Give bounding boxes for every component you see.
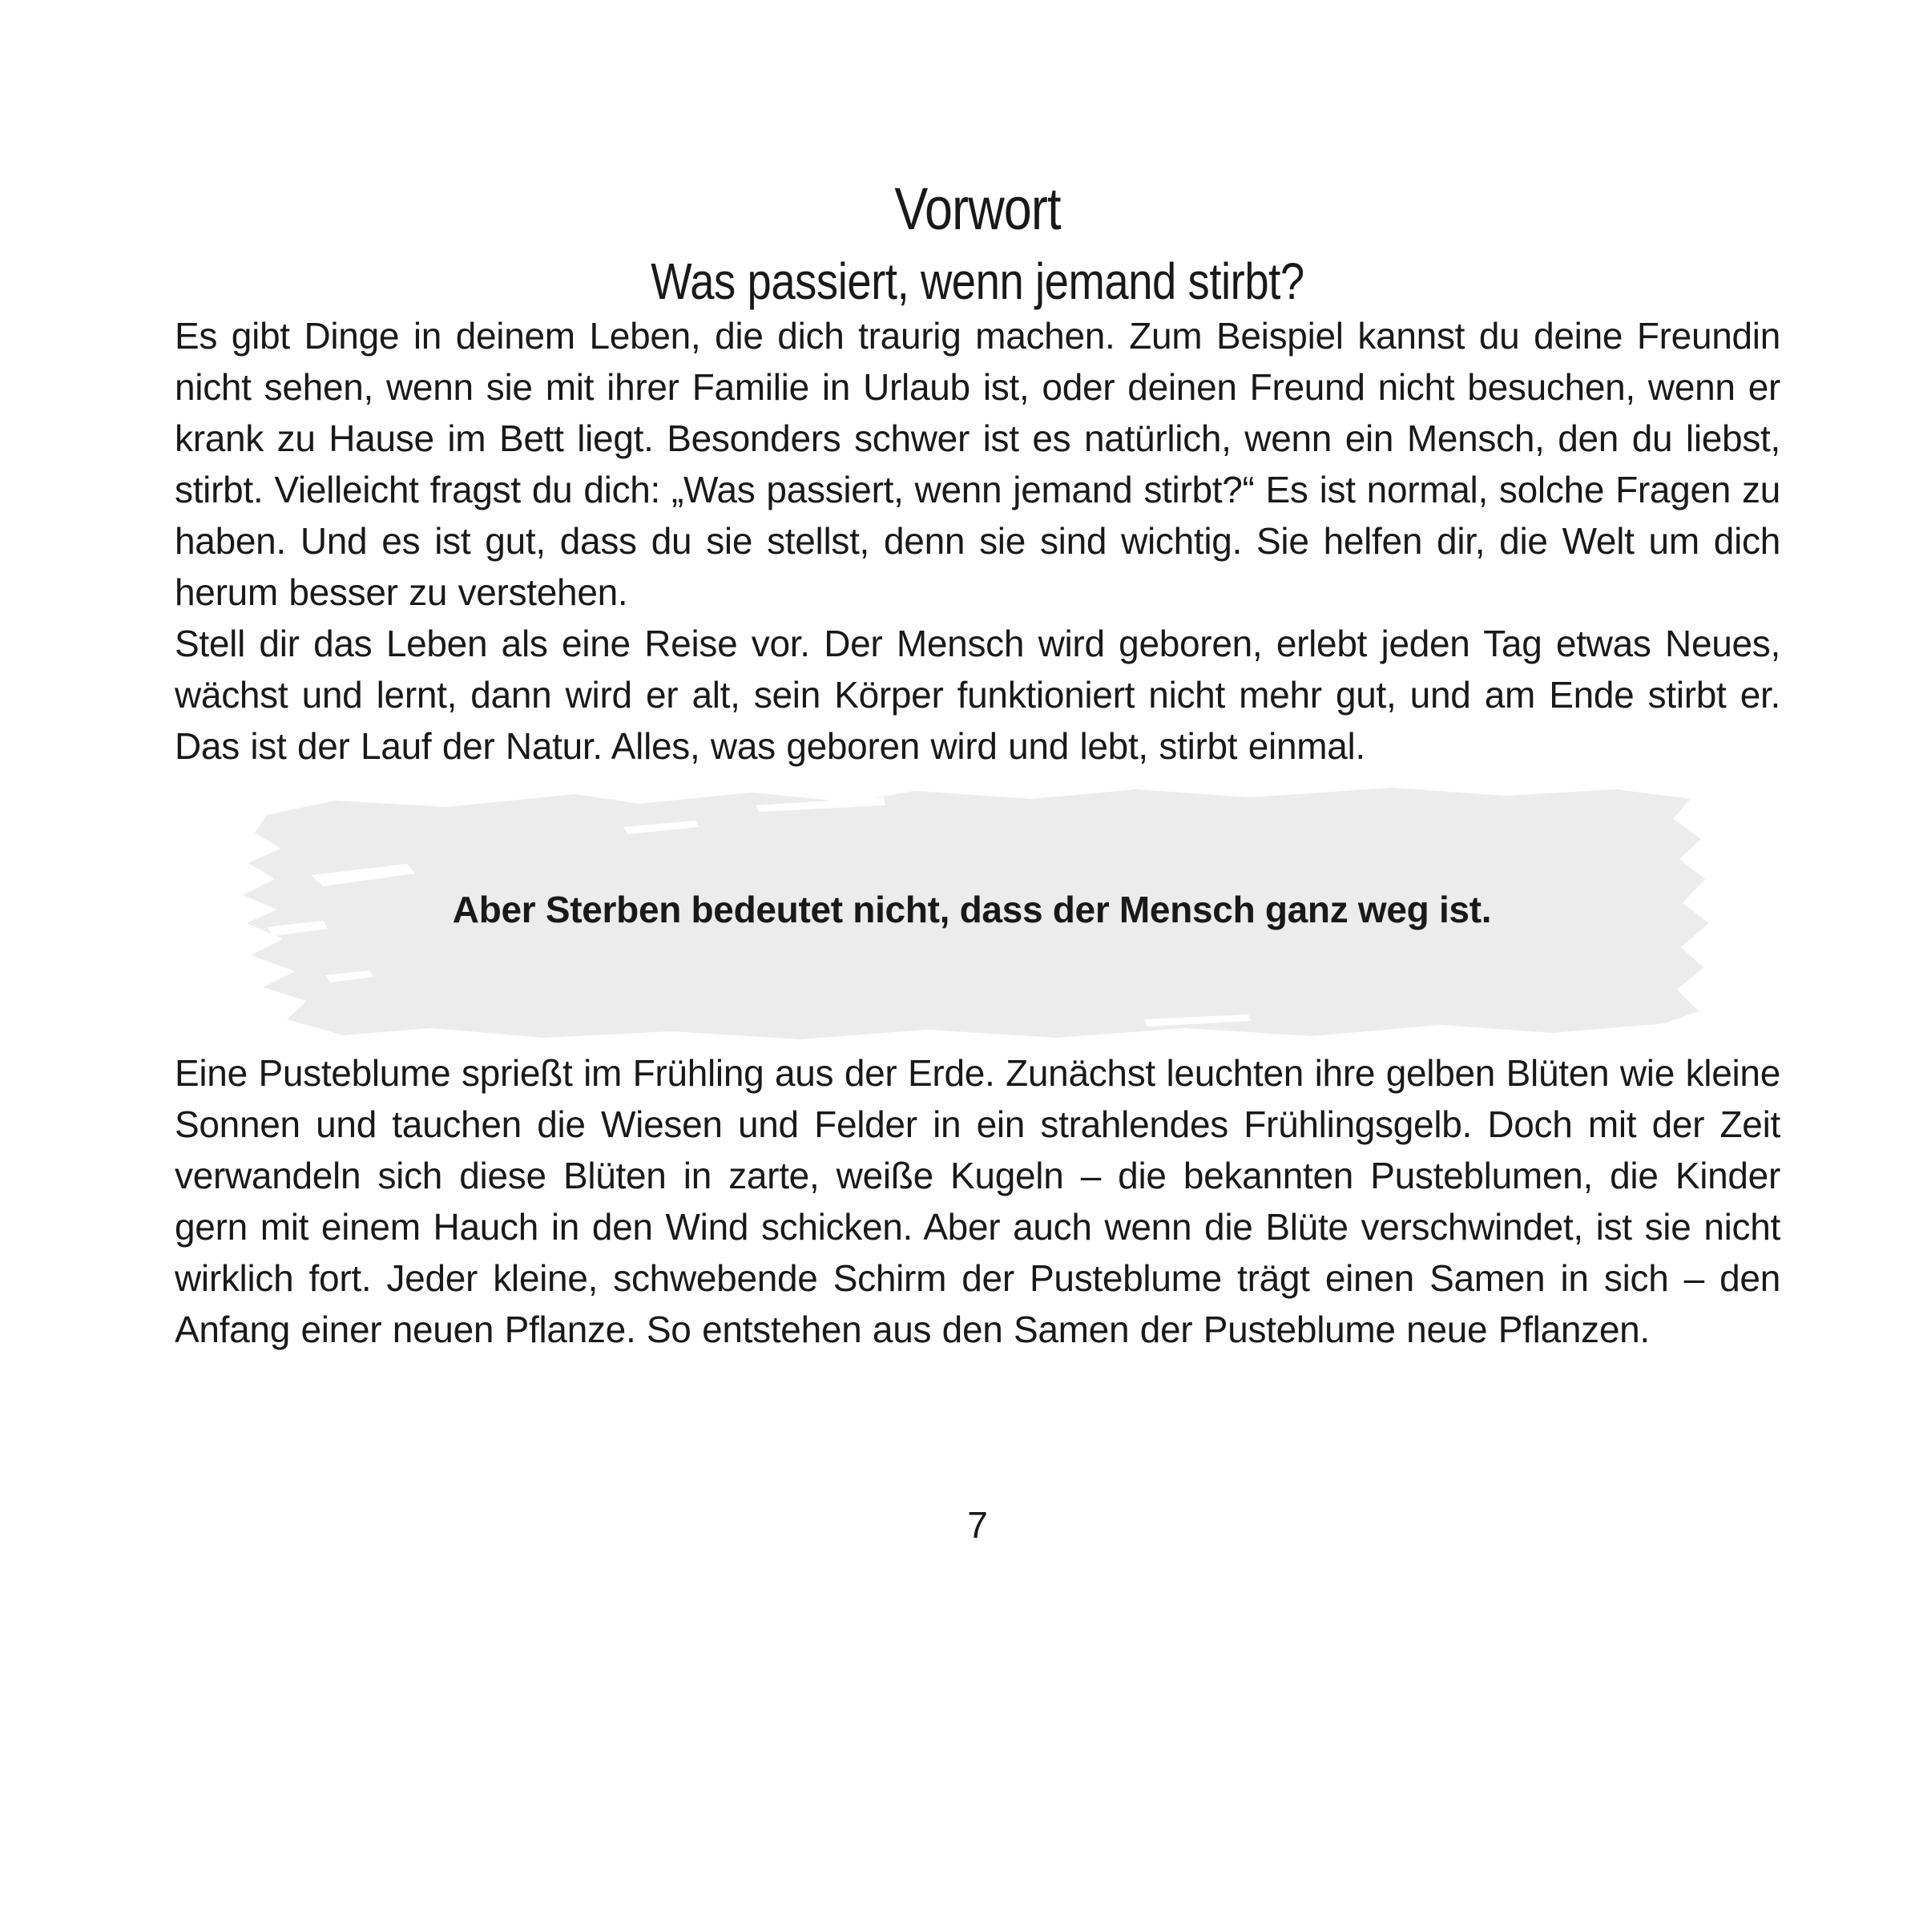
paragraph-intro: Es gibt Dinge in deinem Leben, die dich traurig machen. Zum Beispiel kannst du deine Freundin nicht sehen, wenn sie mit ihrer Familie in Urlaub ist, oder deinen Freund nicht besuchen, wenn er krank zu Hause im Bett liegt. Besonders schwer ist es natürlich, wenn ein Mensch, den du liebst, stirbt. Vielleicht fragst du dich: „Was passiert, wenn jemand stirbt?“ Es ist normal, solche Fragen zu haben. Und es ist gut, dass du sie stellst, denn sie sind wichtig. Sie helfen dir, die Welt um dich herum besser zu verstehen. <box>175 315 1780 613</box>
highlight-text: Aber Sterben bedeutet nicht, dass der Mensch ganz weg ist. <box>452 889 1492 930</box>
page-title: Vorwort <box>894 175 1061 242</box>
paragraph-dandelion: Eine Pusteblume sprießt im Frühling aus der Erde. Zunächst leuchten ihre gelben Blüten wie kleine Sonnen und tauchen die Wiesen und Felder in ein strahlendes Frühlingsgelb. Doch mit der Zeit verwandeln sich diese Blüten in zarte, weiße Kugeln – die bekannten Pusteblumen, die Kinder gern mit einem Hauch in den Wind schicken. Aber auch wenn die Blüte verschwindet, ist sie nicht wirklich fort. Jeder kleine, schwebende Schirm der Pusteblume trägt einen Samen in sich – den Anfang einer neuen Pflanze. So entstehen aus den Samen der Pusteblume neue Pflanzen. <box>175 1052 1780 1350</box>
page-subtitle: Was passiert, wenn jemand stirbt? <box>651 252 1304 310</box>
highlight-box <box>191 783 1753 1047</box>
page-number: 7 <box>967 1504 988 1546</box>
paragraph-life-journey: Stell dir das Leben als eine Reise vor. Der Mensch wird geboren, erlebt jeden Tag etwas Neues, wächst und lernt, dann wird er alt, sein Körper funktioniert nicht mehr gut, und am Ende stirbt er. Das ist der Lauf der Natur. Alles, was geboren wird und lebt, stirbt einmal. <box>175 623 1780 767</box>
